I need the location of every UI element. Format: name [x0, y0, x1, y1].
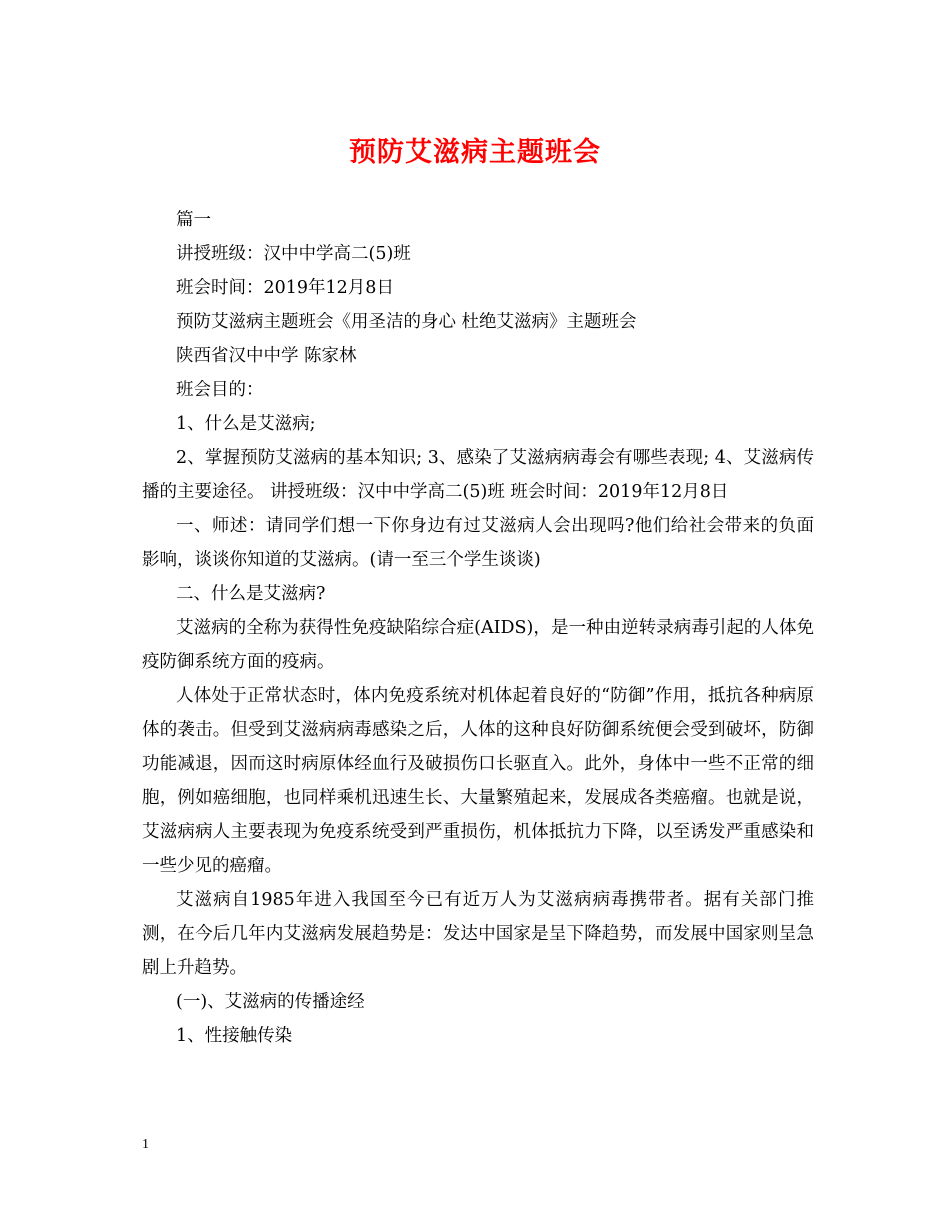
paragraph: 2、掌握预防艾滋病的基本知识; 3、感染了艾滋病病毒会有哪些表现; 4、艾滋病传播的主要途径。 讲授班级：汉中中学高二(5)班 班会时间：2019年12月8日: [142, 448, 814, 502]
paragraph: 篇一: [176, 210, 211, 230]
paragraph: 人体处于正常状态时，体内免疫系统对机体起着良好的“防御”作用，抵抗各种病原体的袭击。但受到艾滋病病毒感染之后，人体的这种良好防御系统便会受到破坏，防御功能减退，因而这时病原体经血行及破损伤口长驱直入。此外，身体中一些不正常的细胞，例如癌细胞，也同样乘机迅速生长、大量繁殖起来，发展成各类癌瘤。也就是说，艾滋病病人主要表现为免疫系统受到严重损伤，机体抵抗力下降，以至诱发严重感染和一些少见的癌瘤。: [142, 686, 814, 876]
paragraph: 艾滋病自1985年进入我国至今已有近万人为艾滋病病毒携带者。据有关部门推测，在今后几年内艾滋病发展趋势是：发达中国家是呈下降趋势，而发展中国家则呈急剧上升趋势。: [142, 890, 814, 978]
paragraph: 一、师述：请同学们想一下你身边有过艾滋病人会出现吗?他们给社会带来的负面影响，谈谈你知道的艾滋病。(请一至三个学生谈谈): [142, 516, 814, 570]
paragraph: 预防艾滋病主题班会《用圣洁的身心 杜绝艾滋病》主题班会: [176, 312, 637, 332]
document-body: [142, 203, 814, 1053]
paragraph: 1、性接触传染: [176, 1026, 293, 1046]
paragraph: 艾滋病的全称为获得性免疫缺陷综合症(AIDS)，是一种由逆转录病毒引起的人体免疫防御系统方面的疫病。: [142, 618, 814, 672]
paragraph: 陕西省汉中中学 陈家林: [176, 346, 357, 366]
paragraph: (一)、艾滋病的传播途经: [176, 992, 365, 1012]
paragraph: 班会时间：2019年12月8日: [176, 278, 394, 298]
page-number: 1: [142, 1137, 149, 1152]
paragraph: 二、什么是艾滋病?: [176, 584, 326, 604]
document-title: 预防艾滋病主题班会: [349, 137, 601, 168]
paragraph: 讲授班级：汉中中学高二(5)班: [176, 244, 411, 264]
paragraph: 班会目的：: [176, 380, 264, 400]
paragraph: 1、什么是艾滋病;: [176, 414, 316, 434]
